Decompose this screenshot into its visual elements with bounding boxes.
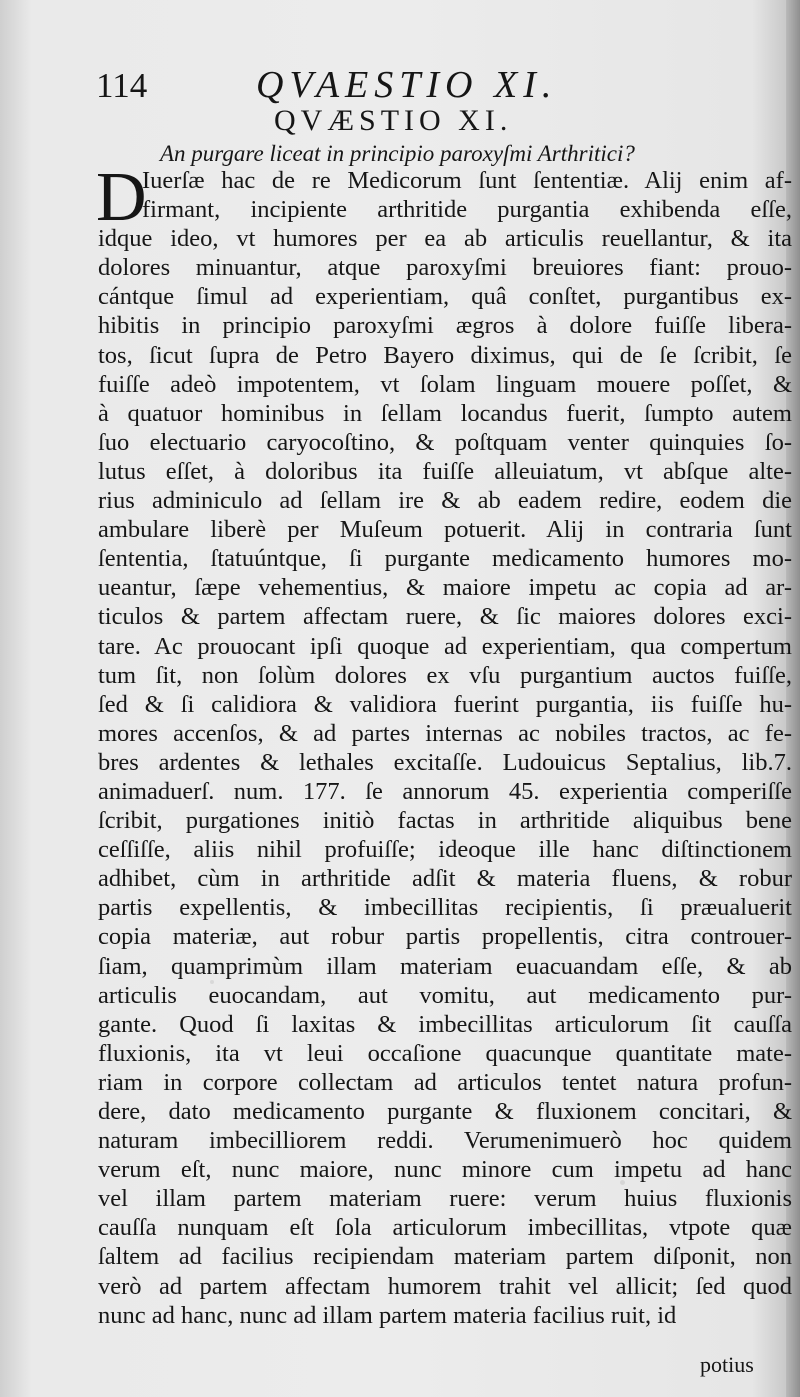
text-line: tare. Ac prouocant ipſi quoque ad experientiam, qua compertum [98,632,792,660]
body-text [96,159,792,1330]
text-line: ſcribit, purgationes initiò factas in arthritide aliquibus bene [98,807,792,835]
text-line: articulis euocandam, aut vomitu, aut medicamento pur- [98,981,792,1009]
text-line: ticulos & partem affectam ruere, & ſic maiores dolores exci- [98,603,792,631]
running-title: QVAESTIO XI. [256,64,558,106]
catchword: potius [700,1352,754,1377]
text-line: lutus eſſet, à doloribus ita fuiſſe alleuiatum, vt abſque alte- [98,457,792,485]
text-line: fuiſſe adeò impotentem, vt ſolam linguam mouere poſſet, & [98,370,792,398]
text-line: gante. Quod ſi laxitas & imbecillitas articulorum ſit cauſſa [98,1010,792,1038]
text-line: firmant, incipiente arthritide purgantia exhibenda eſſe, [142,196,792,224]
text-line: naturam imbecilliorem reddi. Verumenimuerò hoc quidem [98,1127,792,1155]
text-line: fluxionis, ita vt leui occaſione quacunque quantitate mate- [98,1039,792,1067]
text-line: ſententia, ſtatuúntque, ſi purgante medicamento humores mo- [98,545,792,573]
text-line: ceſſiſſe, aliis nihil profuiſſe; ideoque ille hanc diſtinctionem [98,836,792,864]
text-line: dere, dato medicamento purgante & fluxionem concitari, & [98,1098,792,1125]
text-line: partis expellentis, & imbecillitas recipientis, ſi præualuerit [98,894,792,922]
question-subtitle: An purgare liceat in principio paroxyſmi Arthritici? [160,141,635,166]
text-line: rius adminiculo ad ſellam ire & ab eadem redire, eodem die [98,487,792,515]
text-line: tum ſit, non ſolùm dolores ex vſu purgantium auctos fuiſſe, [98,661,792,689]
text-line: bres ardentes & lethales excitaſſe. Ludouicus Septalius, lib.7. [98,748,792,776]
text-line: copia materiæ, aut robur partis propellentis, citra controuer- [98,923,792,951]
text-line: à quatuor hominibus in ſellam locandus fuerit, ſumpto autem [98,399,792,427]
text-line: riam in corpore collectam ad articulos tentet natura profun- [98,1068,792,1096]
text-line: tos, ſicut ſupra de Petro Bayero diximus, qui de ſe ſcribit, ſe [98,341,792,369]
text-line: Iuerſæ hac de re Medicorum ſunt ſententiæ. Alij enim af- [142,167,792,194]
text-line: nunc ad hanc, nunc ad illam partem materia facilius ruit, id [98,1301,677,1329]
text-line: cántque ſimul ad experientiam, quâ conſtet, purgantibus ex- [98,283,792,311]
running-head [96,62,656,110]
text-line: verum eſt, nunc maiore, nunc minore cum impetu ad hanc [98,1156,792,1184]
text-line: ſed & ſi calidiora & validiora fuerint purgantia, iis fuiſſe hu- [98,690,792,718]
text-line: ſaltem ad facilius recipiendam materiam partem diſponit, non [98,1243,792,1271]
drop-cap: D [96,159,147,236]
text-line: cauſſa nunquam eſt ſola articulorum imbecillitas, vtpote quæ [98,1214,792,1242]
text-line: dolores minuantur, atque paroxyſmi breuiores fiant: prouo- [98,254,792,282]
text-line: vel illam partem materiam ruere: verum huius fluxionis [98,1185,792,1213]
text-line: verò ad partem affectam humorem trahit vel allicit; ſed quod [98,1272,792,1300]
text-line: ambulare liberè per Muſeum potuerit. Alij in contraria ſunt [98,516,792,544]
text-line: ſiam, quamprimùm illam materiam euacuandam eſſe, & ab [98,952,792,980]
text-line: adhibet, cùm in arthritide adſit & materia fluens, & robur [98,865,792,893]
text-line: ſuo electuario caryocoſtino, & poſtquam venter quinquies ſo- [98,428,792,456]
question-title: QVÆSTIO XI. [274,104,513,137]
text-line: hibitis in principio paroxyſmi ægros à dolore fuiſſe libera- [98,312,792,340]
text-line: animaduerſ. num. 177. ſe annorum 45. experientia comperiſſe [98,777,792,805]
text-line: ueantur, ſæpe vehementius, & maiore impetu ac copia ad ar- [98,574,792,602]
page-number: 114 [96,66,148,105]
text-line: idque ideo, vt humores per ea ab articulis reuellantur, & ita [98,225,792,253]
text-line: mores accenſos, & ad partes internas ac nobiles tractos, ac fe- [98,719,792,747]
